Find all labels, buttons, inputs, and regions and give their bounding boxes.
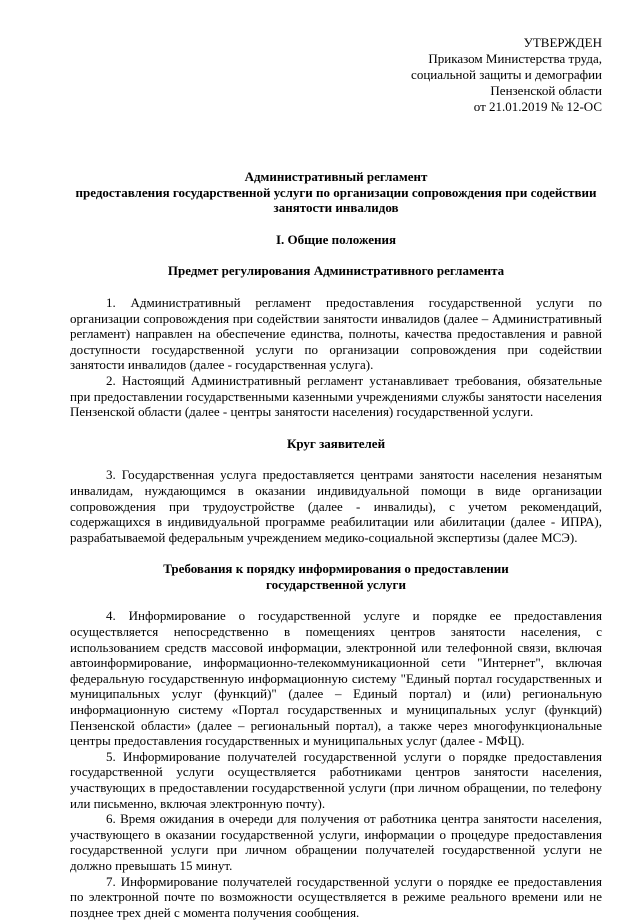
approval-stamp <box>70 35 602 115</box>
informing-heading-line-2: государственной услуги <box>266 576 406 592</box>
approval-line-2: Приказом Министерства труда, <box>428 51 602 66</box>
section-heading: I. Общие положения <box>276 231 396 247</box>
title-line-3: занятости инвалидов <box>273 200 399 216</box>
approval-line-3: социальной защиты и демографии <box>411 67 602 82</box>
informing-paragraphs <box>70 608 602 920</box>
subsection-heading-informing <box>70 561 602 592</box>
subject-paragraphs <box>70 295 602 420</box>
paragraph-6: 6. Время ожидания в очереди для получения от работника центра занятости населения, участвующего в оказании государственной услуги, информации о процедуре предоставления государственной услуги при личном обращении получателей государственной услуги не должно превышать 15 минут. <box>70 811 602 873</box>
title-line-1: Административный регламент <box>244 169 428 184</box>
paragraph-5: 5. Информирование получателей государственной услуги о порядке предоставления государственной услуги осуществляется работниками центров занятости населения, участвующих в предоставлении государственной услуги (при личном обращении, по телефону или письменно, включая электронную почту). <box>70 748 602 811</box>
paragraph-4: 4. Информирование о государственной услуге и порядке ее предоставления осуществляется непосредственно в помещениях центров занятости населения, с использованием средств массовой информации, электронной или телефонной связи, включая автоинформирование, информационно-телекоммуникационной сети "Интернет", включая федеральную государственную информационную систему "Единый портал государственных и муниципальных услуг (функций)" (далее – Единый портал) и (или) региональную информационную систему «Портал государственных и муниципальных услуг (функций) Пензенской области» (далее – региональный портал), а также через многофункциональные центры предоставления государственных и муниципальных услуг (далее - МФЦ). <box>70 608 602 749</box>
title-line-2: предоставления государственной услуги по организации сопровождения при содействии <box>75 184 597 200</box>
approval-line-1: УТВЕРЖДЕН <box>523 35 602 50</box>
document-title <box>70 169 602 216</box>
paragraph-3: 3. Государственная услуга предоставляется центрами занятости населения незанятым инвалидам, нуждающимся в оказании индивидуальной помощи в виде организации сопровождения при трудоустройстве (далее - инвалиды), с учетом рекомендаций, содержащихся в индивидуальной программе реабилитации или абилитации (далее - ИПРА), разрабатываемой федеральным учреждением медико-социальной экспертизы (далее МСЭ). <box>70 467 602 545</box>
subsection-heading-applicants: Круг заявителей <box>286 435 386 451</box>
paragraph-2: 2. Настоящий Административный регламент устанавливает требования, обязательные при предоставлении государственными казенными учреждениями службы занятости населения Пензенской области (далее - центры занятости населения) государственной услуги. <box>70 372 602 420</box>
paragraph-7: 7. Информирование получателей государственной услуги о порядке ее предоставления по электронной почте по возможности осуществляется в режиме реального времени или не позднее трех дней с момента получения сообщения. <box>70 873 602 920</box>
approval-line-5: от 21.01.2019 № 12-ОС <box>473 99 602 114</box>
subsection-heading-subject: Предмет регулирования Административного регламента <box>167 263 505 279</box>
paragraph-1: 1. Административный регламент предоставления государственной услуги по организации сопровождения при содействии занятости инвалидов (далее – Административный регламент) направлен на обеспечение единства, полноты, качества предоставления и равной доступности государственной услуги по организации сопровождения при содействии занятости инвалидов (далее - государственная услуга). <box>70 294 602 373</box>
applicants-paragraphs <box>70 467 602 545</box>
informing-heading-line-1: Требования к порядку информирования о предоставлении <box>163 561 509 577</box>
approval-line-4: Пензенской области <box>490 83 602 98</box>
